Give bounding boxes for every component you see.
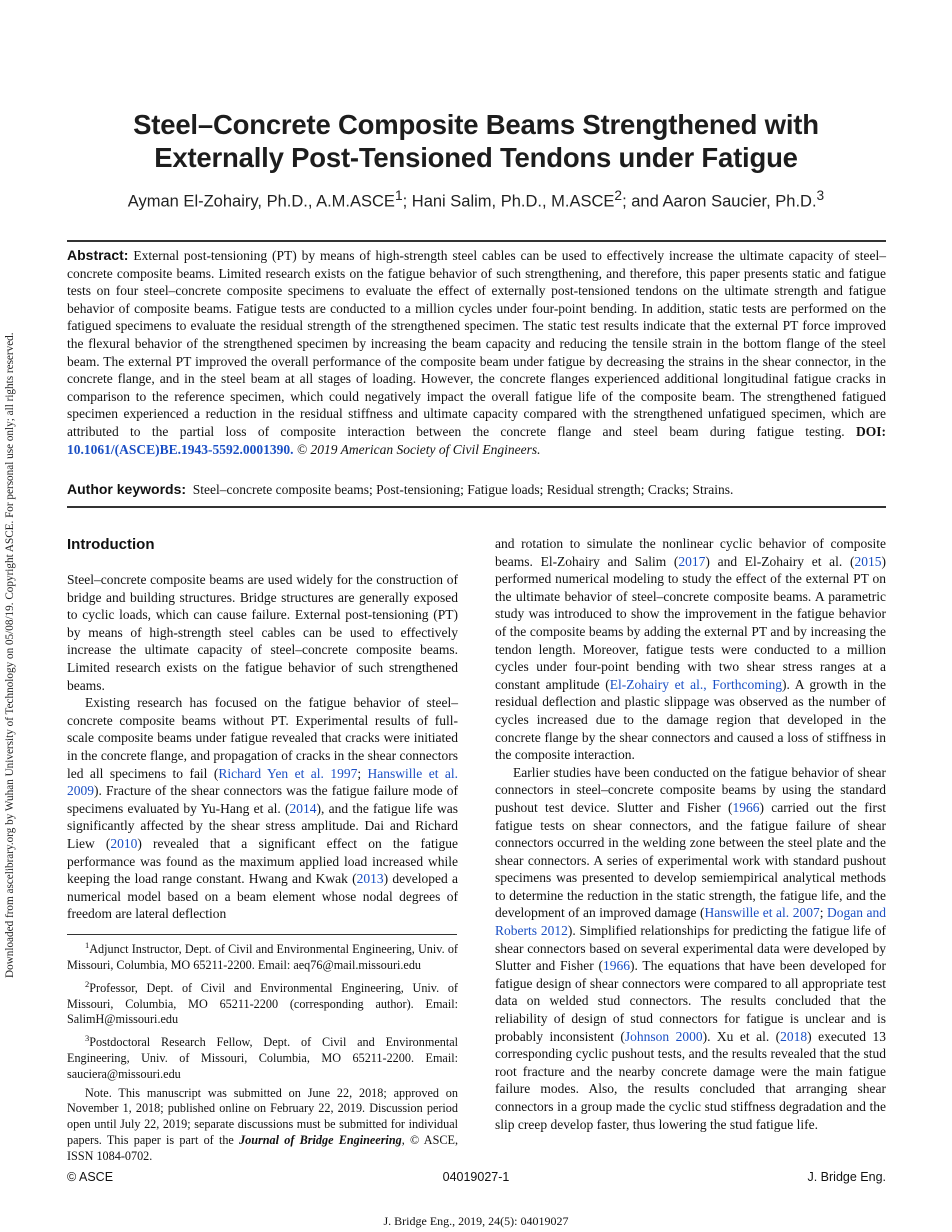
- body-column-right: [495, 535, 886, 1133]
- citation-link[interactable]: El-Zohairy et al., Forthcoming: [609, 676, 782, 692]
- abstract-text: External post-tensioning (PT) by means of high-strength steel cables can be used to effectively increase the ultimate capacity of steel–concrete composite beams. Limited research exists on the fatigue behavior of such strengthening, and therefore, this paper presents static and fatigue tests on four steel–concrete composite specimens to evaluate the effect of externally post-tensioned tendons on the ultimate strength and fatigue behavior of composite beams. Fatigue tests are conducted to a million cycles under four-point bending. In addition, static tests are performed on the fatigued specimens to evaluate the residual strength of the strengthened specimen. The static test results indicate that the external PT force improved the flexural behavior of the strengthened specimen by increasing the beam capacity and reducing the tensile strain in the bottom flange of the steel beam. The external PT improved the overall performance of the composite beam under fatigue by decreasing the strains in the shear connector, in the concrete flange, and in the steel beam at all stages of loading. However, the concrete flanges experienced additional longitudinal fatigue cracks in comparison to the reference specimen, which could negatively impact the overall fatigue life of the composite beam. The strengthened fatigued specimen experienced a reduction in the residual stiffness and ultimate capacity compared with the strengthened unfatigued specimen, which are attributed to the partial loss of composite interaction between the concrete flange and steel beam during fatigue testing.: [67, 248, 887, 439]
- citation-link[interactable]: 2018: [780, 1028, 808, 1044]
- author-keywords: Author keywords: Steel–concrete composite beams; Post-tensioning; Fatigue loads; Residual strength; Cracks; Strains.: [67, 481, 734, 497]
- paragraph: Steel–concrete composite beams are used widely for the construction of bridge and building structures. Bridge structures are generally exposed to cyclic loads, which can cause failure. External post-tensioning (PT) by means of high-strength steel cables can be used to effectively increase the ultimate capacity of steel–concrete composite beams. Limited research exists on the fatigue behavior of such strengthened beams.: [67, 572, 458, 693]
- paragraph: Existing research has focused on the fatigue behavior of steel–concrete composite beams without PT. Experimental results of full-scale composite beams under fatigue revealed that cracks were initiated in the concrete flange, and propagation of cracks in the shear connectors led all specimens to fail (Richard Yen et al. 1997; Hanswille et al. 2009). Fracture of the shear connectors was the fatigue failure mode of specimens evaluated by Yu-Hang et al. (2014), and the fatigue life was significantly affected by the shear stress amplitude. Dai and Richard Liew (2010) revealed that a significant effect on the fatigue performance was found as the maximum applied load increased while keeping the load range constant. Hwang and Kwak (2013) developed a numerical model based on a beam element whose nodal degrees of freedom are lateral deflection: [67, 695, 458, 922]
- citation-link[interactable]: Hanswille et al. 2007: [704, 905, 820, 921]
- footnote: $^1$Adjunct Instructor, Dept. of Civil and Environmental Engineering, Univ. of Missouri, Columbia, MO 65211-2200. Email: aeq76@mail.missouri.edu: [67, 940, 458, 972]
- citation-link[interactable]: Richard Yen et al. 1997: [218, 765, 358, 781]
- paragraph: Earlier studies have been conducted on the fatigue behavior of shear connectors in steel–concrete composite beams by using the standard pushout test device. Slutter and Fisher (1966) carried out the first fatigue tests on shear connectors, and the fatigue failure of shear connectors occurred in the welding zone between the steel plate and the shear connectors. A series of experimental work with standard pushout specimens was presented to develop semiempirical analytical methods to determine the reduction in the static strength, the fatigue life, and the development of an improved damage (Hanswille et al. 2007; Dogan and Roberts 2012). Simplified relationships for predicting the fatigue life of shear connectors based on several experimental data were developed by Slutter and Fisher (1966). The equations that have been developed for fatigue design of shear connectors were compared to all appropriate test data on welded stud connectors. The results concluded that the reliability of design of stud connectors for fatigue is unclear and is probably inconsistent (Johnson 2000). Xu et al. (2018) executed 13 corresponding cyclic pushout tests, and the results revealed that the stud root fracture and the nearby concrete damage were the main fatigue failure modes. Also, the results concluded that arranging shear connectors in a group made the cyclic stud stiffness degradation and the slip creep develop faster, thus lowering the stud fatigue life.: [495, 764, 887, 1132]
- citation-link[interactable]: 2014: [289, 800, 317, 816]
- paper-title: [60, 108, 892, 174]
- copyright-notice: © 2019 American Society of Civil Engineers.: [296, 441, 541, 457]
- manuscript-note: Note. This manuscript was submitted on June 22, 2018; approved on November 1, 2018; published online on February 22, 2019. Discussion period open until July 22, 2019; separate discussions must be submitted for individual papers. This paper is part of the Journal of Bridge Engineering, © ASCE, ISSN 1084-0702.: [67, 1085, 458, 1163]
- footnote: $^3$Postdoctoral Research Fellow, Dept. of Civil and Environmental Engineering, Univ. of Missouri, Columbia, MO 65211-2200. Email: sauciera@missouri.edu: [67, 1033, 458, 1081]
- section-heading-introduction: Introduction: [67, 536, 155, 553]
- abstract-top-rule: [67, 240, 886, 242]
- abstract: Abstract: External post-tensioning (PT) by means of high-strength steel cables can be used to effectively increase the ultimate capacity of steel–concrete composite beams. Limited research exists on the fatigue behavior of such strengthening, and therefore, this paper presents static and fatigue tests on four steel–concrete composite specimens to evaluate the effect of externally post-tensioned tendons on the ultimate strength and fatigue behavior of composite beams. Fatigue tests are conducted to a million cycles under four-point bending. In addition, static tests are performed on the fatigued specimens to evaluate the residual strength of the strengthened specimen. The static test results indicate that the external PT force improved the flexural behavior of the strengthened specimen by increasing the beam capacity and reducing the tensile strain in the bottom flange of the steel beam. The external PT improved the overall performance of the composite beam under fatigue by decreasing the strains in the shear connector, in the concrete flange, and in the steel beam at all stages of loading. However, the concrete flanges experienced additional longitudinal fatigue cracks in comparison to the reference specimen, which could negatively impact the overall fatigue life of the composite beam. The strengthened fatigued specimen experienced a reduction in the residual stiffness and ultimate capacity compared with the strengthened unfatigued specimen, which are attributed to the partial loss of composite interaction between the concrete flange and steel beam during fatigue testing. DOI: 10.1061/(ASCE)BE.1943-5592.0001390. © 2019 American Society of Civil Engineers.: [67, 247, 887, 457]
- citation-link[interactable]: 1966: [732, 799, 760, 815]
- journal-citation: J. Bridge Eng., 2019, 24(5): 04019027: [383, 1214, 569, 1228]
- title-line-2: Externally Post-Tensioned Tendons under Fatigue: [154, 142, 798, 173]
- citation-link[interactable]: 1966: [602, 958, 630, 974]
- footer-journal: J. Bridge Eng.: [807, 1170, 886, 1184]
- citation-link[interactable]: 2015: [854, 553, 882, 569]
- citation-link[interactable]: Dogan and Roberts 2012: [495, 905, 886, 939]
- footnote-rule: [67, 934, 457, 935]
- citation-link[interactable]: Johnson 2000: [624, 1028, 703, 1044]
- title-line-1: Steel–Concrete Composite Beams Strengthened with: [133, 109, 819, 140]
- citation-link[interactable]: 2017: [678, 553, 706, 569]
- footer-publisher: © ASCE: [67, 1170, 114, 1184]
- paragraph: and rotation to simulate the nonlinear cyclic behavior of composite beams. El-Zohairy and Salim (2017) and El-Zohairy et al. (2015) performed numerical modeling to study the effect of the external PT on the ultimate behavior of steel–concrete composite beams. A parametric study was introduced to show the improvement in the fatigue behavior of the composite beams by adding the external PT and by increasing the tendon length. Moreover, fatigue tests were conducted to a million cycles under four-point bending with two shear stress ranges at a constant amplitude (El-Zohairy et al., Forthcoming). A growth in the residual deflection and plastic slippage was observed as the number of cycles increased due to the damage region that developed in the concrete flange by the shear connectors and caused a loss of stiffness in the composite interaction.: [495, 536, 886, 763]
- citation-link[interactable]: 2013: [356, 871, 384, 887]
- download-notice: Downloaded from ascelibrary.org by Wuhan University of Technology on 05/08/19. Copyright ASCE. For personal use only; all rights reserved.: [4, 332, 16, 978]
- abstract-bottom-rule: [67, 506, 886, 508]
- citation-link[interactable]: 2010: [110, 835, 138, 851]
- footnote: $^2$Professor, Dept. of Civil and Environmental Engineering, Univ. of Missouri, Columbia, MO 65211-2200 (corresponding author). Email: SalimH@missouri.edu: [67, 978, 458, 1027]
- doi-link[interactable]: 10.1061/(ASCE)BE.1943-5592.0001390.: [67, 441, 294, 457]
- body-column-left: [67, 571, 458, 923]
- abstract-label: Abstract:: [67, 247, 129, 263]
- footer-page-id: 04019027-1: [442, 1170, 510, 1184]
- footnotes: [67, 938, 458, 1165]
- citation-link[interactable]: Hanswille et al. 2009: [67, 765, 458, 799]
- author-list: Ayman El-Zohairy, Ph.D., A.M.ASCE$^1$; Hani Salim, Ph.D., M.ASCE$^2$; and Aaron Saucier, Ph.D.$^3$: [127, 188, 825, 211]
